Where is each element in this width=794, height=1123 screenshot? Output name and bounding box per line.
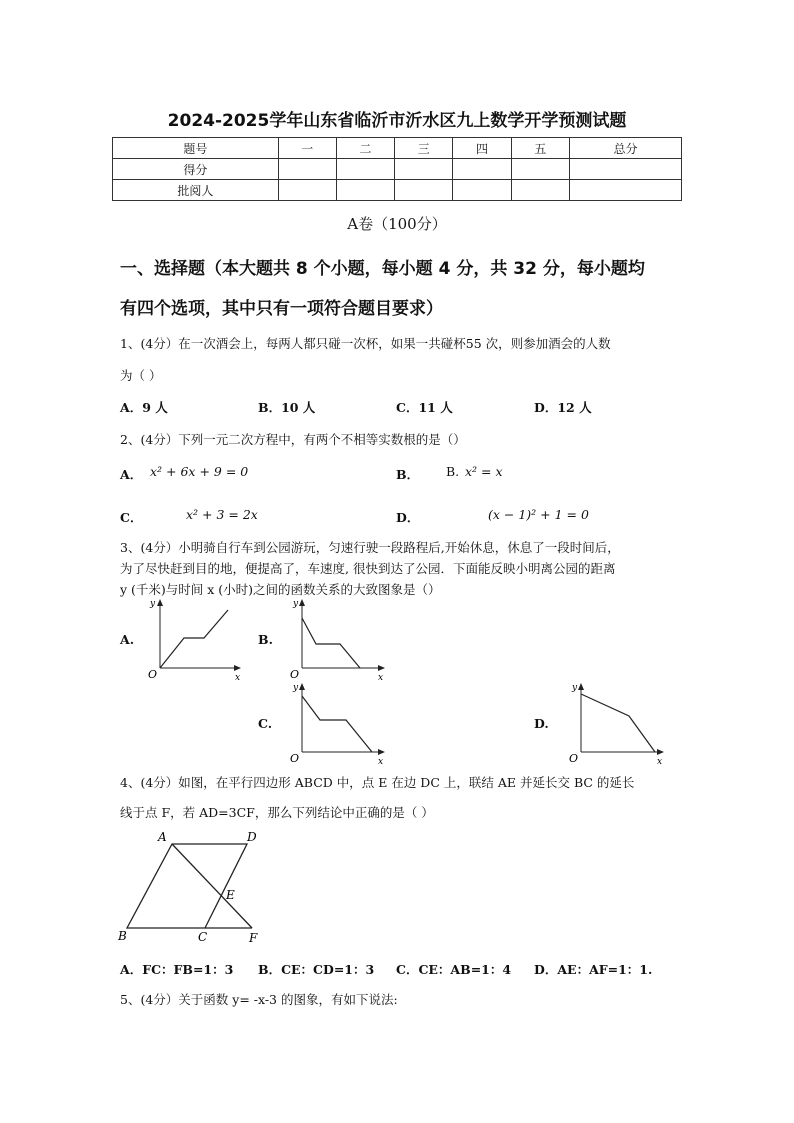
q3-label-a: A. <box>120 632 135 647</box>
q2-label-a: A． <box>120 467 143 482</box>
x-axis-arrow <box>378 665 385 671</box>
table-cell <box>336 159 394 180</box>
y-axis-label: y <box>572 683 578 693</box>
q3-label-d: D. <box>534 716 549 731</box>
q4-option-c: C．CE：AB=1：4 <box>396 962 512 977</box>
x-axis-arrow <box>657 749 664 755</box>
page-title: 2024-2025学年山东省临沂市沂水区九上数学开学预测试题 <box>167 111 627 131</box>
table-cell: 得分 <box>113 159 279 180</box>
table-cell <box>453 159 511 180</box>
q2-option-b-prefix: B. <box>446 464 460 479</box>
table-cell <box>336 180 394 201</box>
table-cell: 一 <box>278 138 336 159</box>
q1-stem-line2: 为（ ） <box>120 368 162 383</box>
table-cell: 四 <box>453 138 511 159</box>
q3-graph-d <box>567 680 667 766</box>
x-axis-arrow <box>378 749 385 755</box>
q2-label-b: B． <box>396 467 420 482</box>
function-curve <box>160 610 228 668</box>
q3-label-b: B. <box>258 632 273 647</box>
q4-parallelogram-figure <box>112 826 272 948</box>
point-e-label: E <box>226 888 235 902</box>
q1-option-a: A．9 人 <box>120 400 168 415</box>
q1-stem-line1: 1、(4分）在一次酒会上，每两人都只碰一次杯，如果一共碰杯55 次，则参加酒会的人数 <box>120 336 611 351</box>
q3-stem-line3: y (千米)与时间 x (小时)之间的函数关系的大致图象是（） <box>120 582 441 597</box>
table-cell: 二 <box>336 138 394 159</box>
y-axis-arrow <box>578 683 584 690</box>
q2-option-a-equation: x² + 6x + 9 = 0 <box>150 464 249 479</box>
table-cell: 题号 <box>113 138 279 159</box>
q1-option-c: C．11 人 <box>396 400 453 415</box>
q2-label-c: C． <box>120 510 143 525</box>
point-f-label: F <box>249 931 258 945</box>
origin-label: O <box>148 668 158 681</box>
q5-stem: 5、(4分）关于函数 y= -x-3 的图象，有如下说法: <box>120 992 398 1007</box>
origin-label: O <box>290 752 300 765</box>
q3-stem-line1: 3、(4分）小明骑自行车到公园游玩，匀速行驶一段路程后,开始休息，休息了一段时间后， <box>120 540 620 555</box>
score-table <box>112 137 682 201</box>
q2-stem: 2、(4分）下列一元二次方程中，有两个不相等实数根的是（） <box>120 432 466 447</box>
table-cell <box>569 180 681 201</box>
point-d-label: D <box>247 830 257 844</box>
q3-graph-c <box>288 680 388 766</box>
q4-stem-line2: 线于点 F，若 AD=3CF，那么下列结论中正确的是（ ） <box>120 805 434 820</box>
table-cell <box>453 180 511 201</box>
q2-option-c-equation: x² + 3 = 2x <box>186 507 258 522</box>
section-subtitle: A卷（100分） <box>347 215 447 233</box>
x-axis-arrow <box>234 665 241 671</box>
x-axis-label: x <box>378 673 384 682</box>
table-cell: 批阅人 <box>113 180 279 201</box>
table-cell: 总分 <box>569 138 681 159</box>
point-b-label: B <box>118 929 127 943</box>
origin-label: O <box>290 668 300 681</box>
q2-option-b-equation: x² = x <box>465 464 503 479</box>
table-cell <box>395 159 453 180</box>
section-heading-line1: 一、选择题（本大题共 8 个小题，每小题 4 分，共 32 分，每小题均 <box>120 259 645 279</box>
table-cell <box>569 159 681 180</box>
q1-option-d: D．12 人 <box>534 400 592 415</box>
parallelogram-abcd <box>127 844 247 928</box>
score-row <box>113 159 682 180</box>
y-axis-arrow <box>157 599 163 606</box>
q3-label-c: C. <box>258 716 273 731</box>
x-axis-label: x <box>235 673 241 682</box>
x-axis-label: x <box>378 757 384 766</box>
function-curve <box>302 696 372 752</box>
section-heading-line2: 有四个选项，其中只有一项符合题目要求） <box>120 299 443 319</box>
table-cell <box>511 159 569 180</box>
q4-option-b: B．CE：CD=1：3 <box>258 962 375 977</box>
q4-option-a: A．FC：FB=1：3 <box>120 962 234 977</box>
table-cell: 三 <box>395 138 453 159</box>
table-cell <box>511 180 569 201</box>
y-axis-label: y <box>150 599 156 609</box>
y-axis-label: y <box>293 599 299 609</box>
q2-option-d-equation: (x − 1)² + 1 = 0 <box>488 507 589 522</box>
table-cell: 五 <box>511 138 569 159</box>
x-axis-label: x <box>657 757 663 766</box>
q3-graph-a <box>144 596 244 682</box>
point-a-label: A <box>158 830 167 844</box>
y-axis-label: y <box>293 683 299 693</box>
reviewer-row <box>113 180 682 201</box>
q3-stem-line2: 为了尽快赶到目的地，便提高了，车速度, 很快到达了公园．下面能反映小明离公园的距离 <box>120 561 616 576</box>
q4-stem-line1: 4、(4分）如图，在平行四边形 ABCD 中，点 E 在边 DC 上，联结 AE 并延长交 BC 的延长 <box>120 775 635 790</box>
function-curve <box>302 618 360 668</box>
q4-option-d: D．AE：AF=1：1. <box>534 962 653 977</box>
q3-graph-b <box>288 596 388 682</box>
q1-option-b: B．10 人 <box>258 400 316 415</box>
q2-label-d: D． <box>396 510 420 525</box>
table-cell <box>395 180 453 201</box>
y-axis-arrow <box>299 599 305 606</box>
y-axis-arrow <box>299 683 305 690</box>
point-c-label: C <box>198 930 208 944</box>
table-cell <box>278 159 336 180</box>
score-table-header-row <box>113 138 682 159</box>
origin-label: O <box>569 752 579 765</box>
table-cell <box>278 180 336 201</box>
function-curve <box>581 694 655 752</box>
